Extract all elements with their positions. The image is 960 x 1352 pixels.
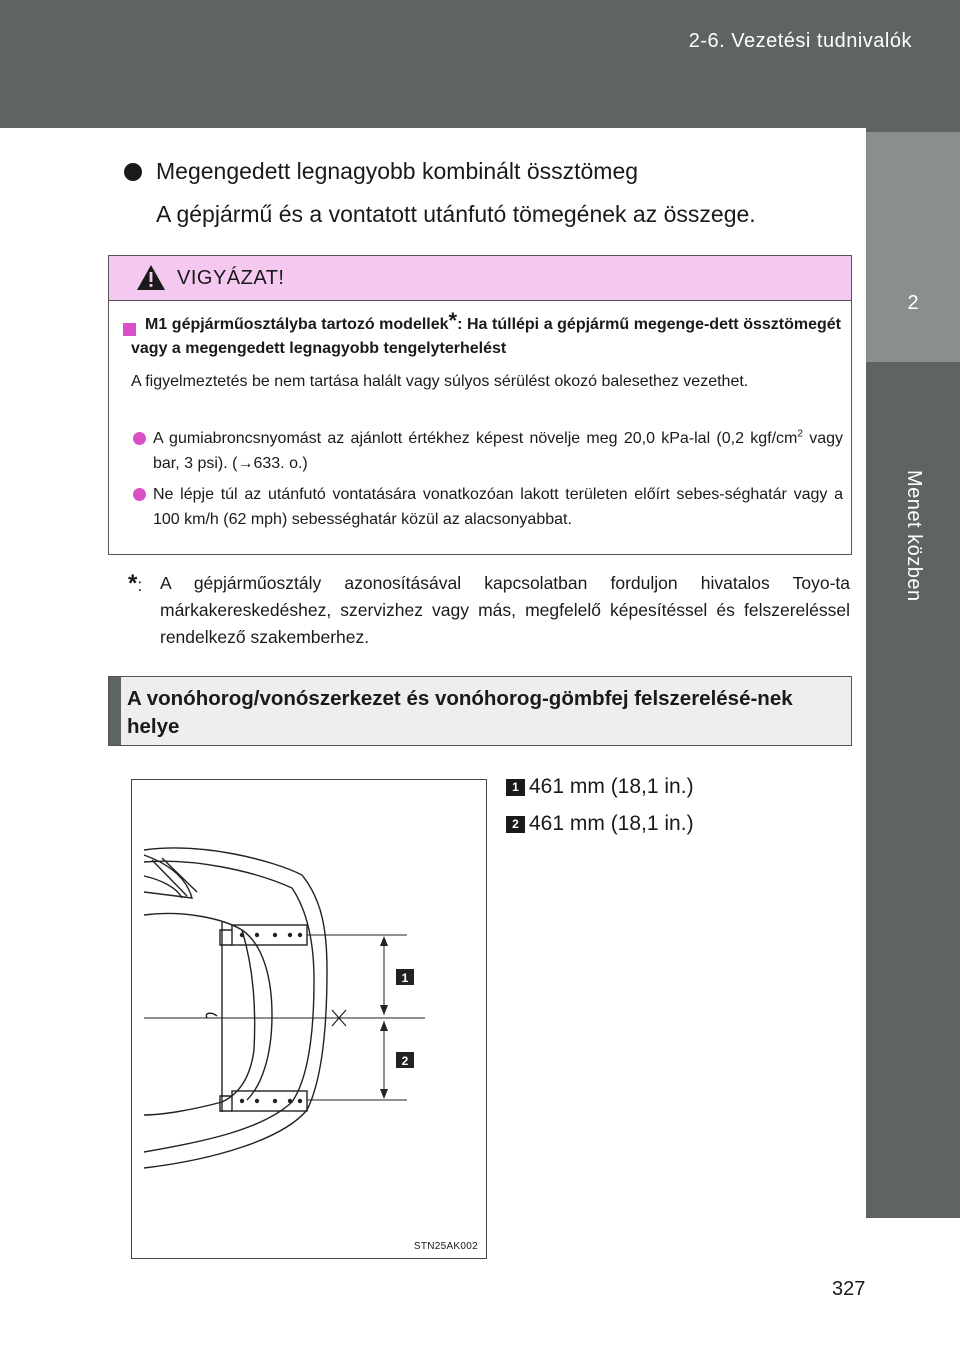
caution-bullet-1-b: vagy bar, 3 psi). (→633. o.) (153, 430, 843, 472)
section-heading-bar (109, 677, 121, 745)
legend-item-1 (506, 775, 694, 799)
caution-bullet-dot-icon (133, 488, 146, 501)
caution-box (108, 255, 852, 555)
header-section-title: 2-6. Vezetési tudnivalók (688, 30, 912, 52)
figure-code: STN25AK002 (413, 1241, 478, 1252)
caution-paragraph: A figyelmeztetés be nem tartása halált vagy súlyos sérülést okozó balesethez vezethet. (131, 373, 749, 390)
caution-bullet-1-sup: 2 (797, 428, 803, 440)
footnote (128, 570, 850, 651)
caution-heading-a: M1 gépjárműosztályba tartozó modellek (145, 316, 449, 333)
bullet-dot-icon (124, 163, 142, 181)
legend-item-2 (506, 812, 694, 836)
section-heading: A vonóhorog/vonószerkezet és vonóhorog-gömbfej felszerelésé-nek helye (127, 687, 793, 738)
side-tab-number: 2 (907, 292, 919, 314)
car-rear-illustration (132, 780, 485, 1257)
side-tab-label: Menet közben (903, 470, 925, 602)
tow-hitch-figure (131, 779, 487, 1259)
caution-bullet-2-text: Ne lépje túl az utánfutó vontatására vonatkozóan lakott területen előírt sebes-séghatár vagy a 100 km/h (62 mph) sebességhatár közül az alacsonyabbat. (153, 486, 843, 528)
side-tab-label-wrap (866, 470, 960, 670)
intro-description: A gépjármű és a vontatott utánfutó tömegének az összege. (156, 201, 756, 227)
section-heading-box (108, 676, 852, 746)
caution-heading-b: : Ha túllépi a gépjármű megenge-dett össztömegét vagy a megengedett legnagyobb tengelyterhelést (131, 316, 842, 357)
footnote-text: A gépjárműosztály azonosításával kapcsolatban forduljon hivatalos Toyo-ta márkakereskedéshez, szervizhez vagy más, megfelelő képesítéssel és felszereléssel rendelkező szakemberhez. (160, 573, 850, 647)
caution-heading-asterisk: * (448, 308, 458, 333)
intro-bullet (124, 158, 638, 185)
legend-text-2: 461 mm (18,1 in.) (529, 812, 694, 835)
figure-label-1: 1 (401, 971, 409, 985)
footnote-mark: *: (128, 570, 143, 597)
caution-bullet-2 (133, 482, 843, 532)
legend-badge-2: 2 (506, 816, 525, 833)
caution-heading (131, 308, 842, 361)
caution-bullet-1-a: A gumiabroncsnyomást az ajánlott értékhez képest növelje meg 20,0 kPa-lal (0,2 kgf/cm (153, 430, 798, 447)
caution-bullet-1 (133, 426, 843, 476)
legend-badge-1: 1 (506, 779, 525, 796)
caution-header (109, 256, 851, 301)
page-number: 327 (832, 1278, 866, 1300)
side-tab-number-block (866, 132, 960, 362)
caution-bullet-dot-icon (133, 432, 146, 445)
intro-bullet-text: Megengedett legnagyobb kombinált össztömeg (156, 158, 639, 184)
page-header (0, 0, 960, 128)
caution-title: VIGYÁZAT! (177, 267, 285, 289)
warning-triangle-icon (136, 264, 166, 291)
figure-label-2: 2 (401, 1054, 409, 1068)
legend-text-1: 461 mm (18,1 in.) (529, 775, 694, 798)
